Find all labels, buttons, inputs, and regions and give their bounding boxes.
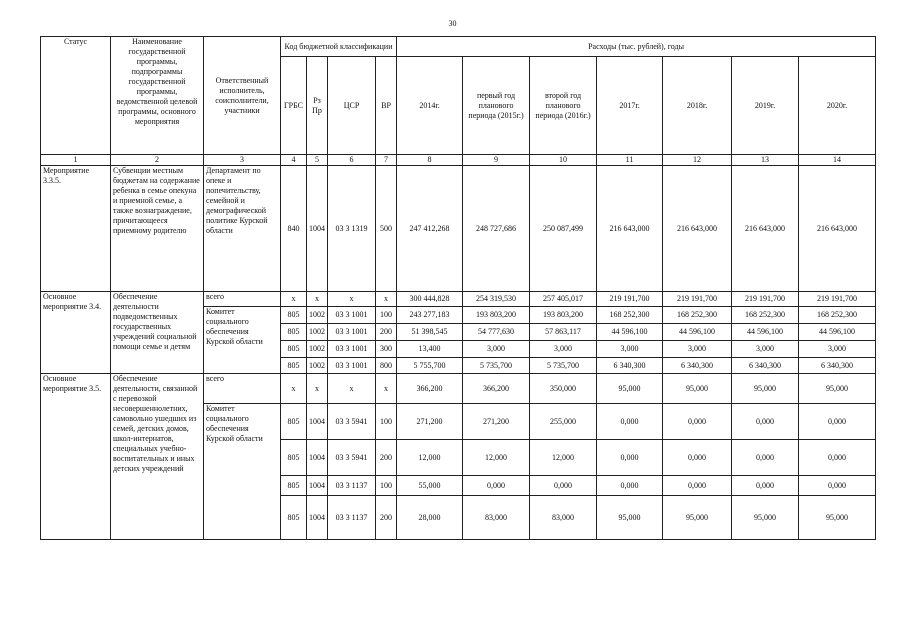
value-cell: 95,000 [732,374,799,404]
grbs-cell: 805 [281,358,307,374]
column-number: 13 [732,155,799,166]
column-number: 10 [530,155,597,166]
header-rzpr: Рз Пр [307,57,328,155]
header-expenses: Расходы (тыс. рублей), годы [397,37,876,57]
rzpr-cell: 1004 [307,476,328,496]
value-cell: 3,000 [799,341,876,358]
vr-cell: 500 [376,166,397,292]
value-cell: 168 252,300 [597,307,663,324]
value-cell: 6 340,300 [799,358,876,374]
value-cell: 168 252,300 [799,307,876,324]
column-number: 2 [111,155,204,166]
value-cell: 3,000 [597,341,663,358]
header-csr: ЦСР [328,57,376,155]
rzpr-cell: 1002 [307,341,328,358]
executor-cell: Департамент по опеке и попечительству, семейной и демографической политике Курской области [204,166,281,292]
value-cell: 0,000 [597,476,663,496]
csr-cell: x [328,374,376,404]
value-cell: 54 777,630 [463,324,530,341]
rzpr-cell: 1004 [307,166,328,292]
csr-cell: 03 3 1319 [328,166,376,292]
csr-cell: 03 3 1001 [328,324,376,341]
rzpr-cell: 1004 [307,404,328,440]
column-number: 12 [663,155,732,166]
value-cell: 271,200 [463,404,530,440]
name-cell: Обеспечение деятельности подведомственных государственных учреждений социальной помощи семье и детям [111,292,204,374]
value-cell: 12,000 [530,440,597,476]
column-number: 1 [41,155,111,166]
status-cell: Основное мероприятие 3.5. [41,374,111,540]
column-number: 5 [307,155,328,166]
vr-cell: 200 [376,324,397,341]
vr-cell: 100 [376,307,397,324]
grbs-cell: 805 [281,307,307,324]
grbs-cell: 840 [281,166,307,292]
value-cell: 193 803,200 [463,307,530,324]
value-cell: 350,000 [530,374,597,404]
value-cell: 248 727,686 [463,166,530,292]
page-number: 30 [448,19,457,28]
value-cell: 216 643,000 [732,166,799,292]
executor-cell: Комитет социального обеспечения Курской области [204,404,281,540]
value-cell: 28,000 [397,496,463,540]
executor-cell: Комитет социального обеспечения Курской области [204,307,281,374]
value-cell: 300 444,828 [397,292,463,307]
value-cell: 193 803,200 [530,307,597,324]
value-cell: 83,000 [463,496,530,540]
value-cell: 12,000 [463,440,530,476]
table-row [41,374,876,404]
column-number: 8 [397,155,463,166]
value-cell: 0,000 [597,404,663,440]
value-cell: 5 755,700 [397,358,463,374]
value-cell: 3,000 [463,341,530,358]
value-cell: 44 596,100 [732,324,799,341]
vr-cell: x [376,374,397,404]
vr-cell: 300 [376,341,397,358]
header-name: Наименование государственной программы, подпрограммы государственной программы, ведомственной целевой программы, основного мероприятия [111,37,204,155]
status-cell: Основное мероприятие 3.4. [41,292,111,374]
value-cell: 3,000 [530,341,597,358]
value-cell: 254 319,530 [463,292,530,307]
grbs-cell: 805 [281,496,307,540]
rzpr-cell: 1002 [307,358,328,374]
rzpr-cell: 1004 [307,440,328,476]
value-cell: 6 340,300 [732,358,799,374]
header-2016: второй год планового периода (2016г.) [530,57,597,155]
header-2018: 2018г. [663,57,732,155]
column-number: 6 [328,155,376,166]
column-number: 4 [281,155,307,166]
name-cell: Субвенции местным бюджетам на содержание ребенка в семье опекуна и приемной семье, а также вознаграждение, причитающееся приемному родителю [111,166,204,292]
value-cell: 6 340,300 [663,358,732,374]
grbs-cell: 805 [281,324,307,341]
value-cell: 0,000 [663,476,732,496]
csr-cell: x [328,292,376,307]
value-cell: 95,000 [732,496,799,540]
header-2020: 2020г. [799,57,876,155]
column-number: 11 [597,155,663,166]
value-cell: 219 191,700 [732,292,799,307]
value-cell: 168 252,300 [732,307,799,324]
value-cell: 44 596,100 [799,324,876,341]
csr-cell: 03 3 1001 [328,358,376,374]
value-cell: 0,000 [663,440,732,476]
rzpr-cell: x [307,292,328,307]
value-cell: 0,000 [732,440,799,476]
value-cell: 366,200 [397,374,463,404]
value-cell: 95,000 [597,374,663,404]
value-cell: 51 398,545 [397,324,463,341]
rzpr-cell: 1002 [307,307,328,324]
rzpr-cell: 1004 [307,496,328,540]
value-cell: 250 087,499 [530,166,597,292]
column-number: 3 [204,155,281,166]
value-cell: 271,200 [397,404,463,440]
value-cell: 95,000 [663,496,732,540]
header-2019: 2019г. [732,57,799,155]
value-cell: 5 735,700 [530,358,597,374]
rzpr-cell: 1002 [307,324,328,341]
csr-cell: 03 3 5941 [328,404,376,440]
value-cell: 0,000 [732,404,799,440]
name-cell: Обеспечение деятельности, связанной с перевозкой несовершеннолетних, самовольно ушедших из семей, детских домов, школ-интернатов, специальных учебно-воспитательных и иных детских учреждений [111,374,204,540]
header-2017: 2017г. [597,57,663,155]
value-cell: 0,000 [530,476,597,496]
value-cell: 216 643,000 [663,166,732,292]
header-2014: 2014г. [397,57,463,155]
grbs-cell: 805 [281,341,307,358]
grbs-cell: 805 [281,476,307,496]
value-cell: 0,000 [663,404,732,440]
header-2015: первый год планового периода (2015г.) [463,57,530,155]
value-cell: 55,000 [397,476,463,496]
value-cell: 0,000 [732,476,799,496]
value-cell: 366,200 [463,374,530,404]
column-numbers-row [41,155,876,166]
header-grbs: ГРБС [281,57,307,155]
value-cell: 3,000 [732,341,799,358]
column-number: 7 [376,155,397,166]
grbs-cell: 805 [281,404,307,440]
value-cell: 95,000 [799,374,876,404]
value-cell: 12,000 [397,440,463,476]
budget-table [40,36,876,540]
value-cell: 6 340,300 [597,358,663,374]
table-row [41,292,876,307]
csr-cell: 03 3 1001 [328,341,376,358]
csr-cell: 03 3 1137 [328,496,376,540]
value-cell: 0,000 [597,440,663,476]
executor-total-cell: всего [204,292,281,307]
value-cell: 95,000 [597,496,663,540]
value-cell: 168 252,300 [663,307,732,324]
value-cell: 3,000 [663,341,732,358]
value-cell: 95,000 [663,374,732,404]
value-cell: 0,000 [463,476,530,496]
value-cell: 255,000 [530,404,597,440]
value-cell: 44 596,100 [597,324,663,341]
value-cell: 216 643,000 [597,166,663,292]
value-cell: 247 412,268 [397,166,463,292]
grbs-cell: 805 [281,440,307,476]
csr-cell: 03 3 5941 [328,440,376,476]
csr-cell: 03 3 1137 [328,476,376,496]
value-cell: 219 191,700 [597,292,663,307]
value-cell: 0,000 [799,404,876,440]
vr-cell: 100 [376,476,397,496]
value-cell: 95,000 [799,496,876,540]
value-cell: 0,000 [799,476,876,496]
csr-cell: 03 3 1001 [328,307,376,324]
vr-cell: 200 [376,496,397,540]
header-status: Статус [41,37,111,155]
status-cell: Мероприятие 3.3.5. [41,166,111,292]
value-cell: 5 735,700 [463,358,530,374]
value-cell: 216 643,000 [799,166,876,292]
executor-total-cell: всего [204,374,281,404]
value-cell: 83,000 [530,496,597,540]
vr-cell: 200 [376,440,397,476]
value-cell: 44 596,100 [663,324,732,341]
value-cell: 0,000 [799,440,876,476]
value-cell: 13,400 [397,341,463,358]
grbs-cell: x [281,374,307,404]
value-cell: 243 277,183 [397,307,463,324]
header-budget-code: Код бюджетной классификации [281,37,397,57]
vr-cell: 800 [376,358,397,374]
column-number: 9 [463,155,530,166]
grbs-cell: x [281,292,307,307]
vr-cell: 100 [376,404,397,440]
vr-cell: x [376,292,397,307]
column-number: 14 [799,155,876,166]
table-row [41,166,876,292]
header-vr: ВР [376,57,397,155]
value-cell: 257 405,017 [530,292,597,307]
rzpr-cell: x [307,374,328,404]
header-executor: Ответственный исполнитель, соисполнители, участники [204,37,281,155]
value-cell: 57 863,117 [530,324,597,341]
value-cell: 219 191,700 [663,292,732,307]
value-cell: 219 191,700 [799,292,876,307]
